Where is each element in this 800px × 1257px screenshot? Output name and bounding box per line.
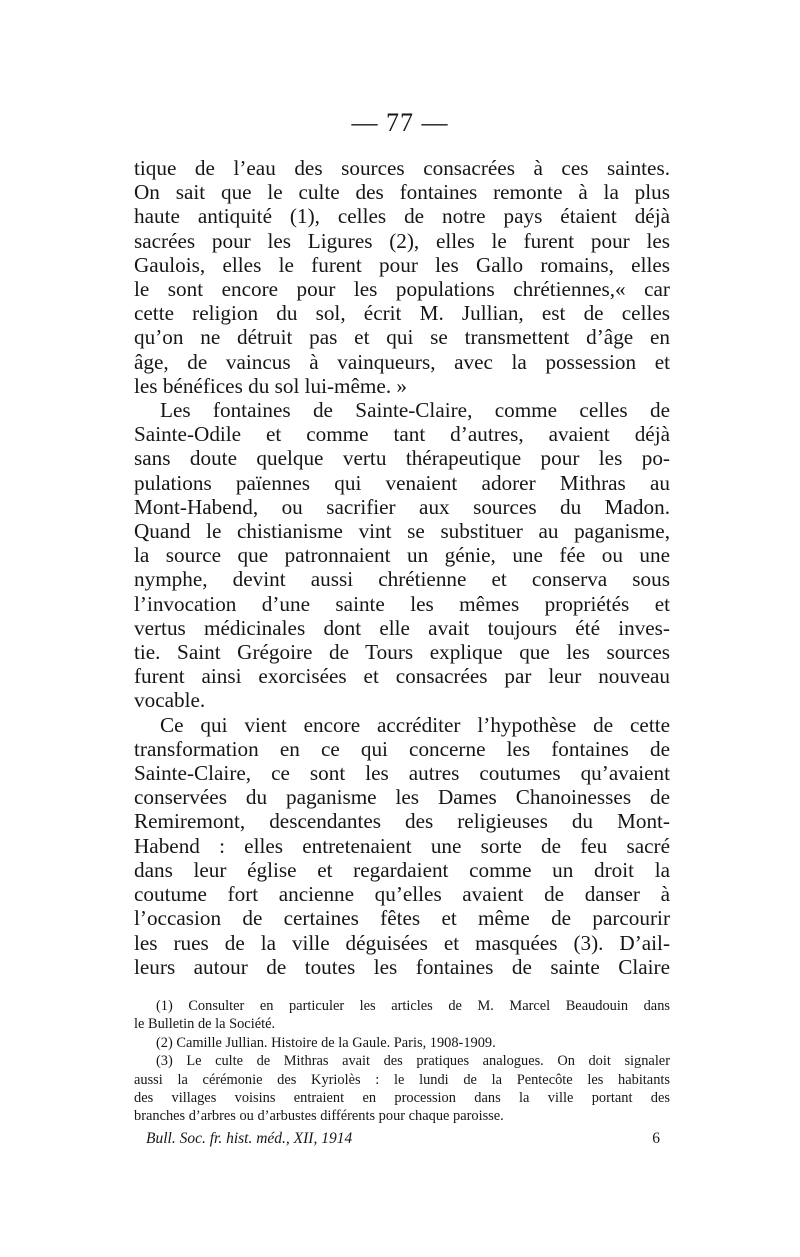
body-text (134, 156, 670, 979)
text-line: transformation en ce qui concerne les fontaines de (134, 736, 670, 761)
text-line: Mont-Habend, ou sacrifier aux sources du Madon. (134, 494, 670, 519)
text-line: sans doute quelque vertu thérapeutique pour les po- (134, 446, 670, 471)
text-line: tie. Saint Grégoire de Tours explique que les sources (134, 640, 670, 665)
text-line: vertus médicinales dont elle avait toujours été inves- (134, 615, 670, 640)
text-line: Quand le chistianisme vint se substituer au paganisme, (134, 519, 670, 544)
footnote-1-line: le Bulletin de la Société. (134, 1016, 276, 1033)
text-line: Sainte-Claire, ce sont les autres coutumes qu’avaient (134, 761, 670, 786)
text-line: cette religion du sol, écrit M. Jullian, est de celles (134, 301, 670, 326)
text-line: âge, de vaincus à vainqueurs, avec la possession et (134, 349, 670, 374)
text-line: le sont encore pour les populations chrétiennes,« car (134, 277, 670, 302)
paragraph-2 (134, 398, 670, 713)
page-number: — 77 — (351, 108, 449, 137)
text-line: Remiremont, descendantes des religieuses du Mont- (134, 809, 670, 834)
text-line: leurs autour de toutes les fontaines de sainte Claire (134, 954, 670, 979)
text-line: l’occasion de certaines fêtes et même de parcourir (134, 906, 670, 931)
text-line: conservées du paganisme les Dames Chanoinesses de (134, 785, 670, 810)
signature-mark: 6 (652, 1130, 660, 1147)
footnote-3-line: aussi la cérémonie des Kyriolès : le lundi de la Pentecôte les habitants (134, 1071, 670, 1088)
footnote-1-line: (1) Consulter en particuler les articles de M. Marcel Beaudouin dans (156, 998, 670, 1014)
text-line: Les fontaines de Sainte-Claire, comme celles de (160, 398, 670, 423)
footnote-2-line: (2) Camille Jullian. Histoire de la Gaule. Paris, 1908-1909. (156, 1034, 496, 1051)
footnote-3-line: des villages voisins entraient en procession dans la ville portant des (134, 1090, 670, 1107)
text-line: qu’on ne détruit pas et qui se transmettent d’âge en (134, 325, 670, 350)
text-line: Gaulois, elles le furent pour les Gallo romains, elles (134, 252, 670, 277)
text-line: les rues de la ville déguisées et masquées (3). D’ail- (134, 930, 670, 955)
text-line: dans leur église et regardaient comme un droit la (134, 857, 670, 882)
paragraph-1 (134, 156, 670, 398)
footnotes (134, 997, 670, 1126)
footnote-3-line: branches d’arbres ou d’arbustes différents pour chaque paroisse. (134, 1108, 504, 1125)
text-line: sacrées pour les Ligures (2), elles le furent pour les (134, 228, 670, 253)
text-line: l’invocation d’une sainte les mêmes propriétés et (134, 591, 670, 616)
text-line: la source que patronnaient un génie, une fée ou une (134, 543, 670, 568)
text-line: pulations païennes qui venaient adorer Mithras au (134, 470, 670, 495)
text-line: haute antiquité (1), celles de notre pays étaient déjà (134, 204, 670, 229)
journal-citation: Bull. Soc. fr. hist. méd., XII, 1914 (146, 1130, 353, 1147)
text-line: vocable. (134, 688, 206, 713)
text-line: On sait que le culte des fontaines remonte à la plus (134, 180, 670, 205)
text-line: tique de l’eau des sources consacrées à ces saintes. (134, 156, 670, 180)
footnote-3-line: (3) Le culte de Mithras avait des pratiques analogues. On doit signaler (156, 1053, 670, 1070)
text-line: nymphe, devint aussi chrétienne et conserva sous (134, 567, 670, 592)
text-line: Sainte-Odile et comme tant d’autres, avaient déjà (134, 422, 670, 447)
text-line: Habend : elles entretenaient une sorte de feu sacré (134, 833, 670, 858)
text-line: les bénéfices du sol lui-même. » (134, 373, 408, 398)
text-line: coutume fort ancienne qu’elles avaient de danser à (134, 882, 670, 907)
text-line: Ce qui vient encore accréditer l’hypothèse de cette (160, 712, 670, 737)
running-footer (146, 1130, 660, 1148)
paragraph-3 (134, 713, 670, 979)
text-line: furent ainsi exorcisées et consacrées par leur nouveau (134, 664, 670, 689)
